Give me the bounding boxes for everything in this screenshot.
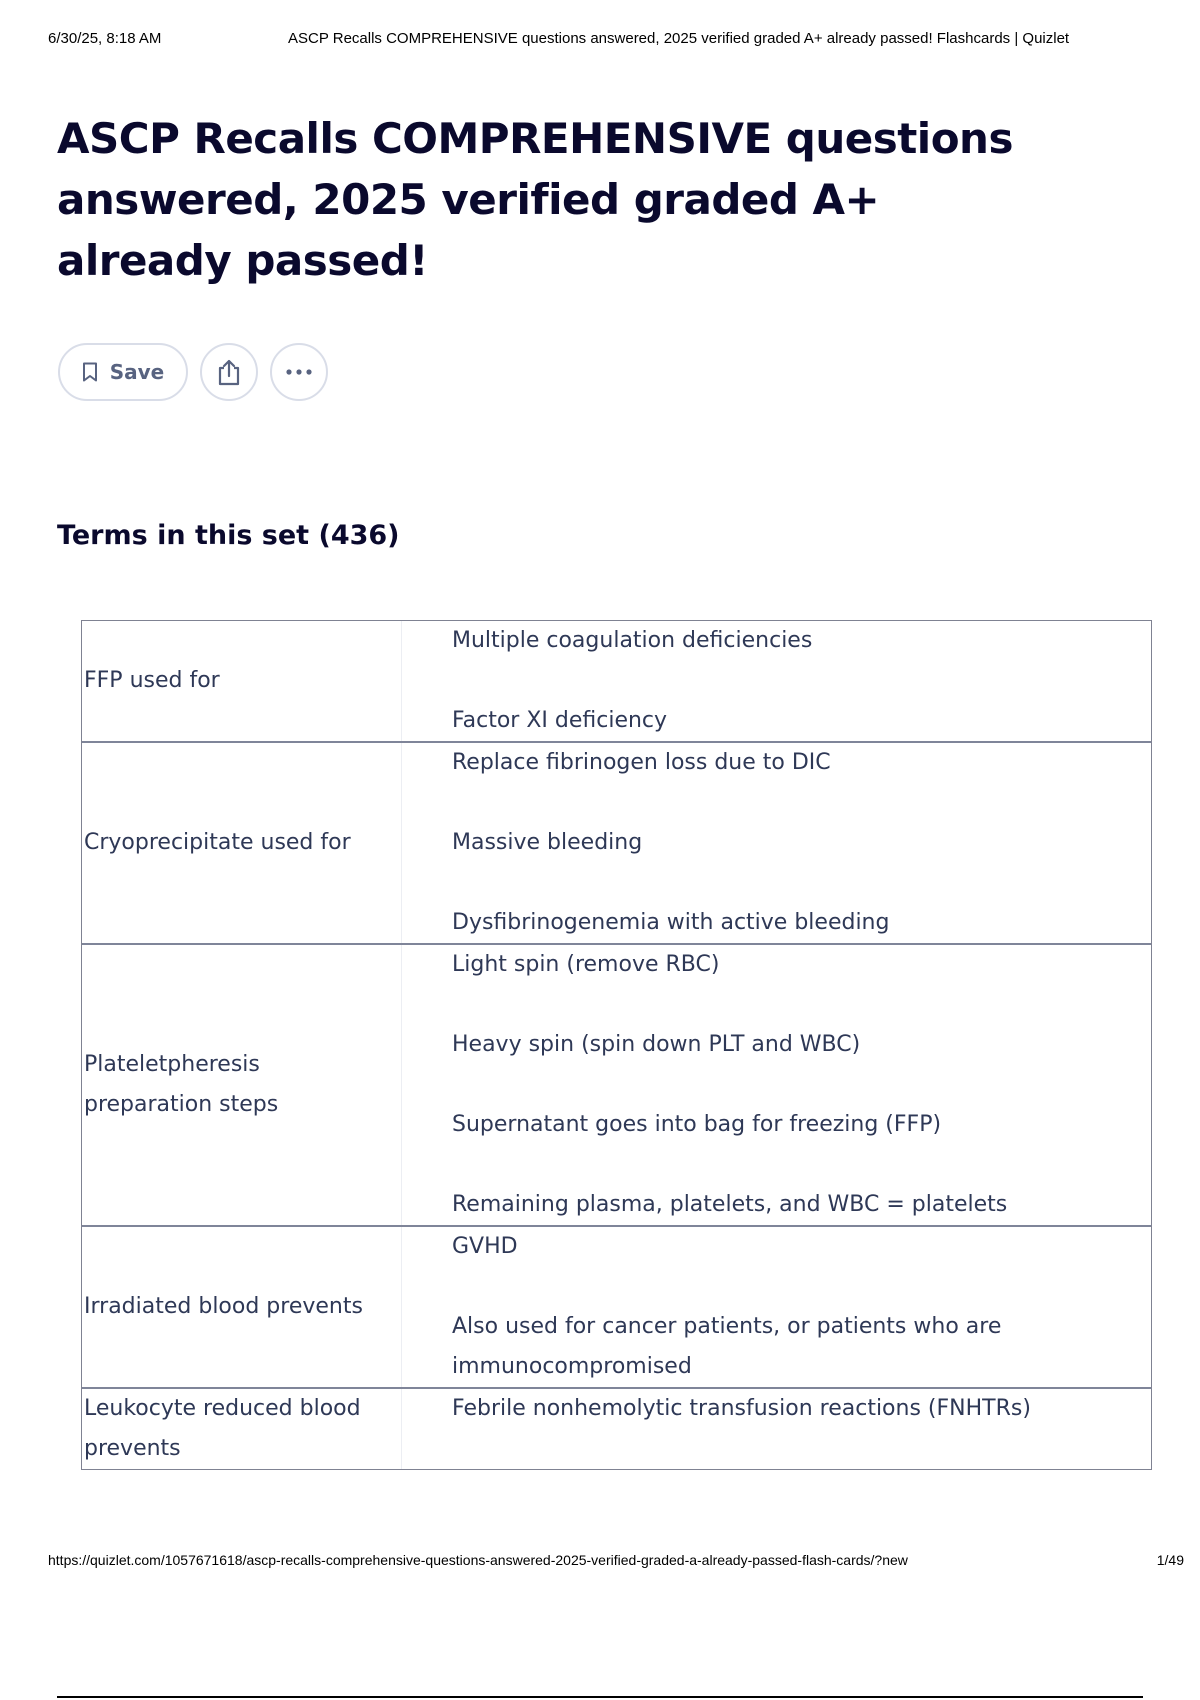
definition-line: Remaining plasma, platelets, and WBC = platelets: [452, 1192, 1008, 1217]
bookmark-icon: [82, 362, 98, 382]
term-row: [82, 1387, 1151, 1469]
save-button[interactable]: [58, 343, 188, 401]
definition-line: Also used for cancer patients, or patients who are: [452, 1314, 1002, 1339]
term-word-text: FFP used for: [84, 668, 220, 693]
definition-line: Febrile nonhemolytic transfusion reactions (FNHTRs): [452, 1396, 1031, 1421]
term-row: [82, 943, 1151, 1225]
term-word-text: Leukocyte reduced blood prevents: [84, 1396, 361, 1461]
definition-line: Massive bleeding: [452, 830, 643, 855]
definition-line: GVHD: [452, 1234, 518, 1259]
terms-heading: Terms in this set (436): [57, 520, 400, 551]
definition-line: Light spin (remove RBC): [452, 952, 720, 977]
term-definition: [402, 1389, 1151, 1469]
term-word: [82, 945, 402, 1225]
term-definition: [402, 945, 1151, 1225]
term-word-text: Cryoprecipitate used for: [84, 830, 351, 855]
term-word: [82, 621, 402, 741]
definition-line: immunocompromised: [452, 1354, 692, 1379]
term-word: [82, 1227, 402, 1387]
print-doc-title: ASCP Recalls COMPREHENSIVE questions answered, 2025 verified graded A+ already passed! Flashcards | Quizlet: [288, 30, 1070, 47]
definition-line: Supernatant goes into bag for freezing (FFP): [452, 1112, 942, 1137]
term-word: [82, 1389, 402, 1469]
share-icon: [216, 358, 242, 386]
page-number: 1/49: [1156, 1552, 1184, 1568]
definition-line: [452, 1267, 1151, 1307]
definition-line: Multiple coagulation deficiencies: [452, 628, 813, 653]
definition-line: [452, 1145, 1151, 1185]
definition-line: [452, 863, 1151, 903]
term-row: [82, 741, 1151, 943]
definition-line: Factor XI deficiency: [452, 708, 668, 733]
more-icon: [285, 368, 313, 376]
save-label: Save: [109, 360, 165, 384]
page-divider: [57, 1696, 1143, 1698]
definition-line: [452, 985, 1151, 1025]
definition-line: Heavy spin (spin down PLT and WBC): [452, 1032, 861, 1057]
definition-line: [452, 783, 1151, 823]
term-word: [82, 743, 402, 943]
page-title: ASCP Recalls COMPREHENSIVE questions answered, 2025 verified graded A+ already passed!: [57, 114, 1013, 285]
definition-line: [452, 1065, 1151, 1105]
terms-table: [81, 620, 1152, 1470]
term-definition: [402, 1227, 1151, 1387]
print-date: 6/30/25, 8:18 AM: [48, 30, 162, 47]
definition-line: Replace fibrinogen loss due to DIC: [452, 750, 831, 775]
term-word-text: Irradiated blood prevents: [84, 1294, 363, 1319]
more-options-button[interactable]: [270, 343, 328, 401]
action-bar: [58, 343, 328, 401]
definition-line: [452, 661, 1151, 701]
definition-line: Dysfibrinogenemia with active bleeding: [452, 910, 890, 935]
print-url: https://quizlet.com/1057671618/ascp-recalls-comprehensive-questions-answered-2025-verified-graded-a-already-passed-flash-cards/?new: [48, 1552, 908, 1568]
share-button[interactable]: [200, 343, 258, 401]
term-row: [82, 621, 1151, 741]
term-definition: [402, 621, 1151, 741]
term-row: [82, 1225, 1151, 1387]
term-word-text: Plateletpheresis preparation steps: [84, 1052, 279, 1117]
term-definition: [402, 743, 1151, 943]
